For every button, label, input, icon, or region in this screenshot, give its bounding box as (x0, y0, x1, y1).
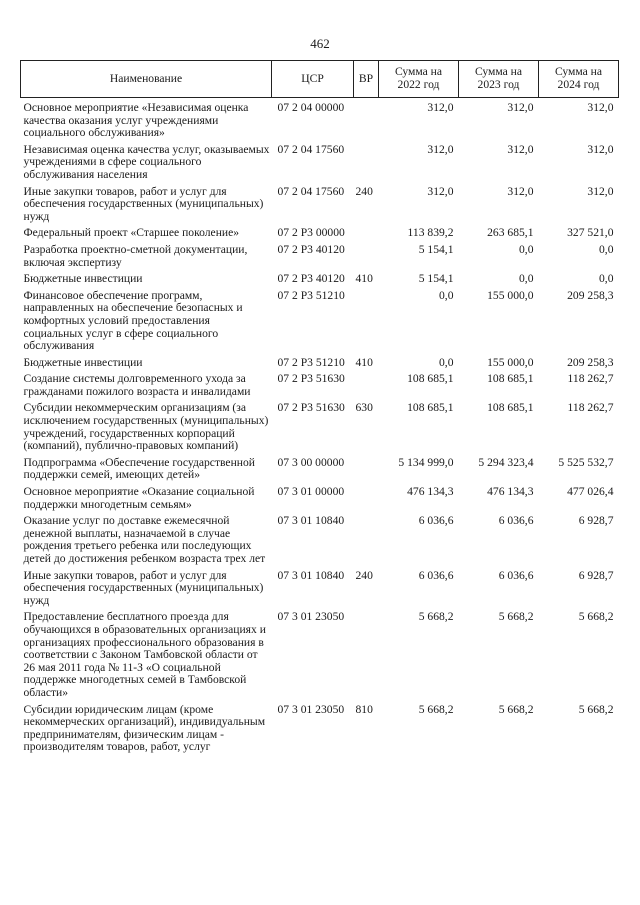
row-sum-2022: 113 839,2 (407, 226, 454, 240)
row-vr: 240 (355, 568, 373, 582)
row-csr: 07 3 01 00000 (277, 485, 345, 499)
table-row (21, 457, 619, 482)
row-vr (354, 611, 379, 699)
row-sum-2024: 209 258,3 (567, 288, 614, 302)
row-name: Иные закупки товаров, работ и услуг для обеспечения государственных (муниципальных) нужд (23, 184, 264, 223)
row-sum-2023: 108 685,1 (487, 401, 534, 415)
row-name: Субсидии юридическим лицам (кроме некоммерческих организаций), индивидуальным предпринимателям, физическим лицам - производителям товаров, работ, услуг (23, 702, 266, 754)
row-name: Создание системы долговременного ухода за гражданами пожилого возраста и инвалидами (23, 372, 251, 398)
table-body (21, 98, 619, 758)
table-row (21, 144, 619, 182)
row-csr: 07 3 01 10840 (277, 514, 345, 528)
row-vr: 410 (355, 272, 373, 286)
budget-table (20, 60, 619, 758)
row-name: Финансовое обеспечение программ, направленных на обеспечение безопасных и комфортных условий предоставления социальных услуг в сфере социального обслуживания (23, 288, 243, 353)
row-vr (354, 244, 379, 269)
row-sum-2023: 5 668,2 (498, 702, 534, 716)
table-row (21, 373, 619, 398)
header-vr: ВР (354, 61, 379, 98)
row-sum-2022: 312,0 (427, 184, 454, 198)
row-sum-2024: 5 668,2 (578, 610, 614, 624)
row-sum-2024: 477 026,4 (567, 485, 614, 499)
row-csr: 07 3 00 00000 (277, 455, 345, 469)
header-sum-2022-line2: 2022 год (397, 78, 440, 91)
row-sum-2024: 312,0 (587, 184, 614, 198)
row-sum-2023: 5 294 323,4 (478, 455, 534, 469)
row-name: Бюджетные инвестиции (23, 272, 143, 286)
row-csr: 07 2 P3 00000 (277, 226, 345, 240)
row-sum-2022: 108 685,1 (407, 401, 454, 415)
table-header-row (21, 61, 619, 98)
row-sum-2023: 0,0 (519, 242, 534, 256)
table-row (21, 357, 619, 370)
row-csr: 07 2 P3 51210 (277, 355, 345, 369)
header-sum-2024 (539, 61, 619, 98)
table-row (21, 486, 619, 511)
row-sum-2022: 5 668,2 (418, 610, 454, 624)
row-csr: 07 2 P3 51210 (277, 288, 345, 302)
row-vr: 410 (355, 355, 373, 369)
header-sum-2023-line2: 2023 год (477, 78, 520, 91)
row-name: Независимая оценка качества услуг, оказываемых учреждениями в сфере социального обслуживания населения (23, 142, 270, 181)
row-name: Разработка проектно-сметной документации, включая экспертизу (23, 242, 248, 269)
row-sum-2022: 6 036,6 (418, 568, 454, 582)
row-csr: 07 3 01 23050 (277, 702, 345, 716)
row-sum-2023: 312,0 (507, 142, 534, 156)
row-sum-2024: 6 928,7 (578, 514, 614, 528)
table-row (21, 570, 619, 608)
row-sum-2022: 0,0 (439, 288, 454, 302)
table-row (21, 515, 619, 565)
table-row (21, 273, 619, 286)
header-csr: ЦСР (272, 61, 354, 98)
row-sum-2022: 5 154,1 (418, 272, 454, 286)
row-sum-2023: 6 036,6 (498, 568, 534, 582)
row-sum-2022: 6 036,6 (418, 514, 454, 528)
row-sum-2024: 312,0 (587, 101, 614, 114)
row-sum-2023: 155 000,0 (487, 288, 534, 302)
table-row (21, 244, 619, 269)
row-csr: 07 3 01 10840 (277, 568, 345, 582)
row-vr (354, 102, 379, 140)
header-sum-2023 (459, 61, 539, 98)
row-sum-2023: 155 000,0 (487, 355, 534, 369)
row-vr (354, 373, 379, 398)
row-sum-2023: 476 134,3 (487, 485, 534, 499)
row-sum-2022: 476 134,3 (407, 485, 454, 499)
row-csr: 07 2 P3 40120 (277, 242, 345, 256)
row-sum-2022: 5 154,1 (418, 242, 454, 256)
row-name: Бюджетные инвестиции (23, 355, 143, 369)
page-number: 462 (310, 36, 330, 51)
row-sum-2024: 5 668,2 (578, 702, 614, 716)
header-sum-2023-line1: Сумма на (474, 65, 523, 79)
row-sum-2024: 327 521,0 (567, 226, 614, 240)
row-vr: 240 (355, 184, 373, 198)
row-vr (354, 457, 379, 482)
header-sum-2024-line2: 2024 год (557, 78, 600, 91)
row-sum-2022: 312,0 (427, 101, 454, 114)
row-name: Основное мероприятие «Независимая оценка качества оказания услуг учреждениями социального обслуживания» (23, 101, 249, 140)
table-row (21, 704, 619, 754)
row-sum-2023: 263 685,1 (487, 226, 534, 240)
row-name: Основное мероприятие «Оказание социальной поддержки многодетным семьям» (23, 485, 255, 511)
header-name: Наименование (21, 61, 272, 98)
row-csr: 07 2 P3 51630 (277, 372, 345, 386)
header-sum-2024-line1: Сумма на (554, 65, 603, 79)
table-row (21, 611, 619, 699)
row-csr: 07 2 04 17560 (277, 184, 345, 198)
row-sum-2023: 0,0 (519, 272, 534, 286)
row-sum-2022: 5 668,2 (418, 702, 454, 716)
row-name: Федеральный проект «Старшее поколение» (23, 226, 240, 240)
header-sum-2022-line1: Сумма на (394, 65, 443, 79)
row-csr: 07 2 P3 51630 (277, 401, 345, 415)
row-sum-2024: 0,0 (599, 272, 614, 286)
row-sum-2023: 312,0 (507, 184, 534, 198)
table-row (21, 227, 619, 240)
row-name: Подпрограмма «Обеспечение государственной поддержки семей, имеющих детей» (23, 455, 255, 482)
row-csr: 07 2 04 00000 (277, 101, 345, 114)
row-name: Иные закупки товаров, работ и услуг для обеспечения государственных (муниципальных) нужд (23, 568, 264, 607)
row-sum-2023: 5 668,2 (498, 610, 534, 624)
row-sum-2023: 312,0 (507, 101, 534, 114)
row-name: Оказание услуг по доставке ежемесячной денежной выплаты, назначаемой в случае рождения третьего ребенка или последующих детей до достижения ребенком возраста трех лет (23, 514, 266, 565)
row-sum-2024: 6 928,7 (578, 568, 614, 582)
row-vr: 810 (355, 702, 373, 716)
row-sum-2024: 0,0 (599, 242, 614, 256)
row-vr (354, 144, 379, 182)
row-sum-2024: 209 258,3 (567, 355, 614, 369)
row-sum-2024: 312,0 (587, 142, 614, 156)
table-row (21, 290, 619, 353)
row-vr: 630 (355, 401, 373, 415)
table-row (21, 102, 619, 140)
header-sum-2022 (379, 61, 459, 98)
row-sum-2023: 6 036,6 (498, 514, 534, 528)
row-sum-2022: 108 685,1 (407, 372, 454, 386)
row-vr (354, 227, 379, 240)
row-vr (354, 290, 379, 353)
row-sum-2023: 108 685,1 (487, 372, 534, 386)
row-sum-2022: 5 134 999,0 (398, 455, 454, 469)
row-csr: 07 2 P3 40120 (277, 272, 345, 286)
row-csr: 07 2 04 17560 (277, 142, 345, 156)
table-row (21, 186, 619, 224)
row-vr (354, 486, 379, 511)
row-name: Субсидии некоммерческим организациям (за исключением государственных (муниципальных) учреждений, государственных корпораций (компаний), публично-правовых компаний) (23, 401, 269, 453)
row-sum-2022: 312,0 (427, 142, 454, 156)
row-sum-2024: 118 262,7 (567, 401, 614, 415)
row-sum-2022: 0,0 (439, 355, 454, 369)
row-sum-2024: 5 525 532,7 (558, 455, 614, 469)
row-sum-2024: 118 262,7 (567, 372, 614, 386)
row-csr: 07 3 01 23050 (277, 610, 345, 624)
row-vr (354, 515, 379, 565)
table-row (21, 402, 619, 452)
row-name: Предоставление бесплатного проезда для обучающихся в образовательных организациях и организациях профессионального образования в соответствии с Законом Тамбовской области от 26 мая 2011 года № 11-З «О социальной поддержке многодетных семей в Тамбовской области» (23, 610, 266, 699)
